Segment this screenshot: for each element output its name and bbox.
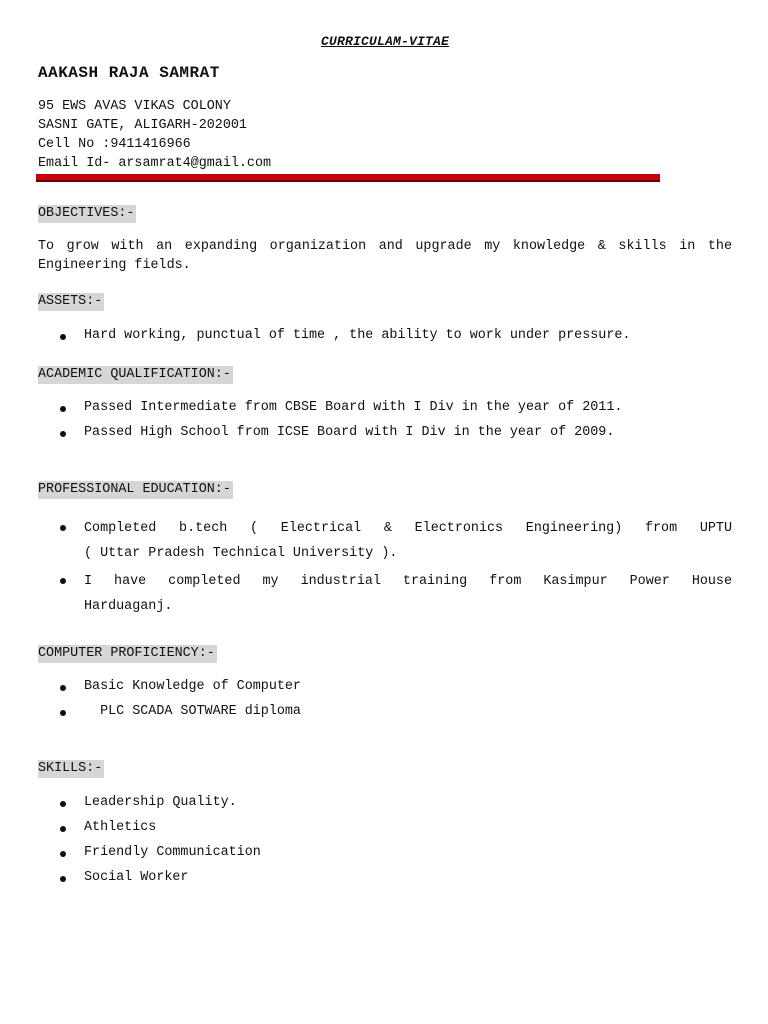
contact-block <box>38 97 271 173</box>
professional-heading: PROFESSIONAL EDUCATION:- <box>38 482 231 497</box>
list-item-text: Athletics <box>84 820 157 835</box>
list-item-text: Completed b.tech ( Electrical & Electronics Engineering) from UPTU <box>84 521 732 536</box>
list-item-text: Passed High School from ICSE Board with I Div in the year of 2009. <box>84 425 615 440</box>
document-title: CURRICULAM-VITAE <box>320 34 450 49</box>
bullet-icon <box>60 578 66 584</box>
candidate-name: AAKASH RAJA SAMRAT <box>38 64 220 82</box>
bullet-icon <box>60 876 66 882</box>
bullet-icon <box>60 851 66 857</box>
list-item <box>38 795 732 810</box>
email-address: Email Id- arsamrat4@gmail.com <box>38 156 272 171</box>
list-item <box>38 400 732 415</box>
list-item <box>38 569 732 619</box>
skills-heading: SKILLS:- <box>38 761 103 776</box>
list-item <box>38 845 732 860</box>
bullet-icon <box>60 431 66 437</box>
list-item-text: Passed Intermediate from CBSE Board with I Div in the year of 2011. <box>84 400 623 415</box>
list-item-text: Social Worker <box>84 870 189 885</box>
list-item <box>38 820 732 835</box>
bullet-icon <box>60 685 66 691</box>
list-item <box>38 425 732 440</box>
list-item <box>38 704 732 719</box>
cell-number: Cell No :9411416966 <box>38 137 191 152</box>
computer-heading: COMPUTER PROFICIENCY:- <box>38 646 215 661</box>
bullet-icon <box>60 710 66 716</box>
header-divider <box>36 174 660 182</box>
list-item-text: Leadership Quality. <box>84 795 237 810</box>
objectives-text: To grow with an expanding organization and upgrade my knowledge & skills in the Engineering fields. <box>38 239 732 273</box>
resume-page <box>38 0 732 1024</box>
list-item-text: Basic Knowledge of Computer <box>84 679 301 694</box>
list-item <box>38 870 732 885</box>
skills-list <box>38 795 732 885</box>
list-item-text: Friendly Communication <box>84 845 261 860</box>
professional-list <box>38 516 732 619</box>
list-item-text-continued: Harduaganj. <box>84 599 173 614</box>
list-item <box>38 328 732 343</box>
address-line-1: 95 EWS AVAS VIKAS COLONY <box>38 99 231 114</box>
bullet-icon <box>60 334 66 340</box>
address-line-2: SASNI GATE, ALIGARH-202001 <box>38 118 247 133</box>
list-item-text: I have completed my industrial training from Kasimpur Power House <box>84 574 732 589</box>
assets-heading: ASSETS:- <box>38 294 103 309</box>
assets-list <box>38 328 732 343</box>
list-item-text: PLC SCADA SOTWARE diploma <box>84 704 301 719</box>
bullet-icon <box>60 801 66 807</box>
list-item <box>38 679 732 694</box>
academic-heading: ACADEMIC QUALIFICATION:- <box>38 367 231 382</box>
bullet-icon <box>60 406 66 412</box>
list-item-text: Hard working, punctual of time , the ability to work under pressure. <box>84 328 631 343</box>
bullet-icon <box>60 525 66 531</box>
list-item <box>38 516 732 566</box>
academic-list <box>38 400 732 440</box>
bullet-icon <box>60 826 66 832</box>
objectives-heading: OBJECTIVES:- <box>38 206 135 221</box>
computer-list <box>38 679 732 719</box>
list-item-text-continued: ( Uttar Pradesh Technical University ). <box>84 546 398 561</box>
